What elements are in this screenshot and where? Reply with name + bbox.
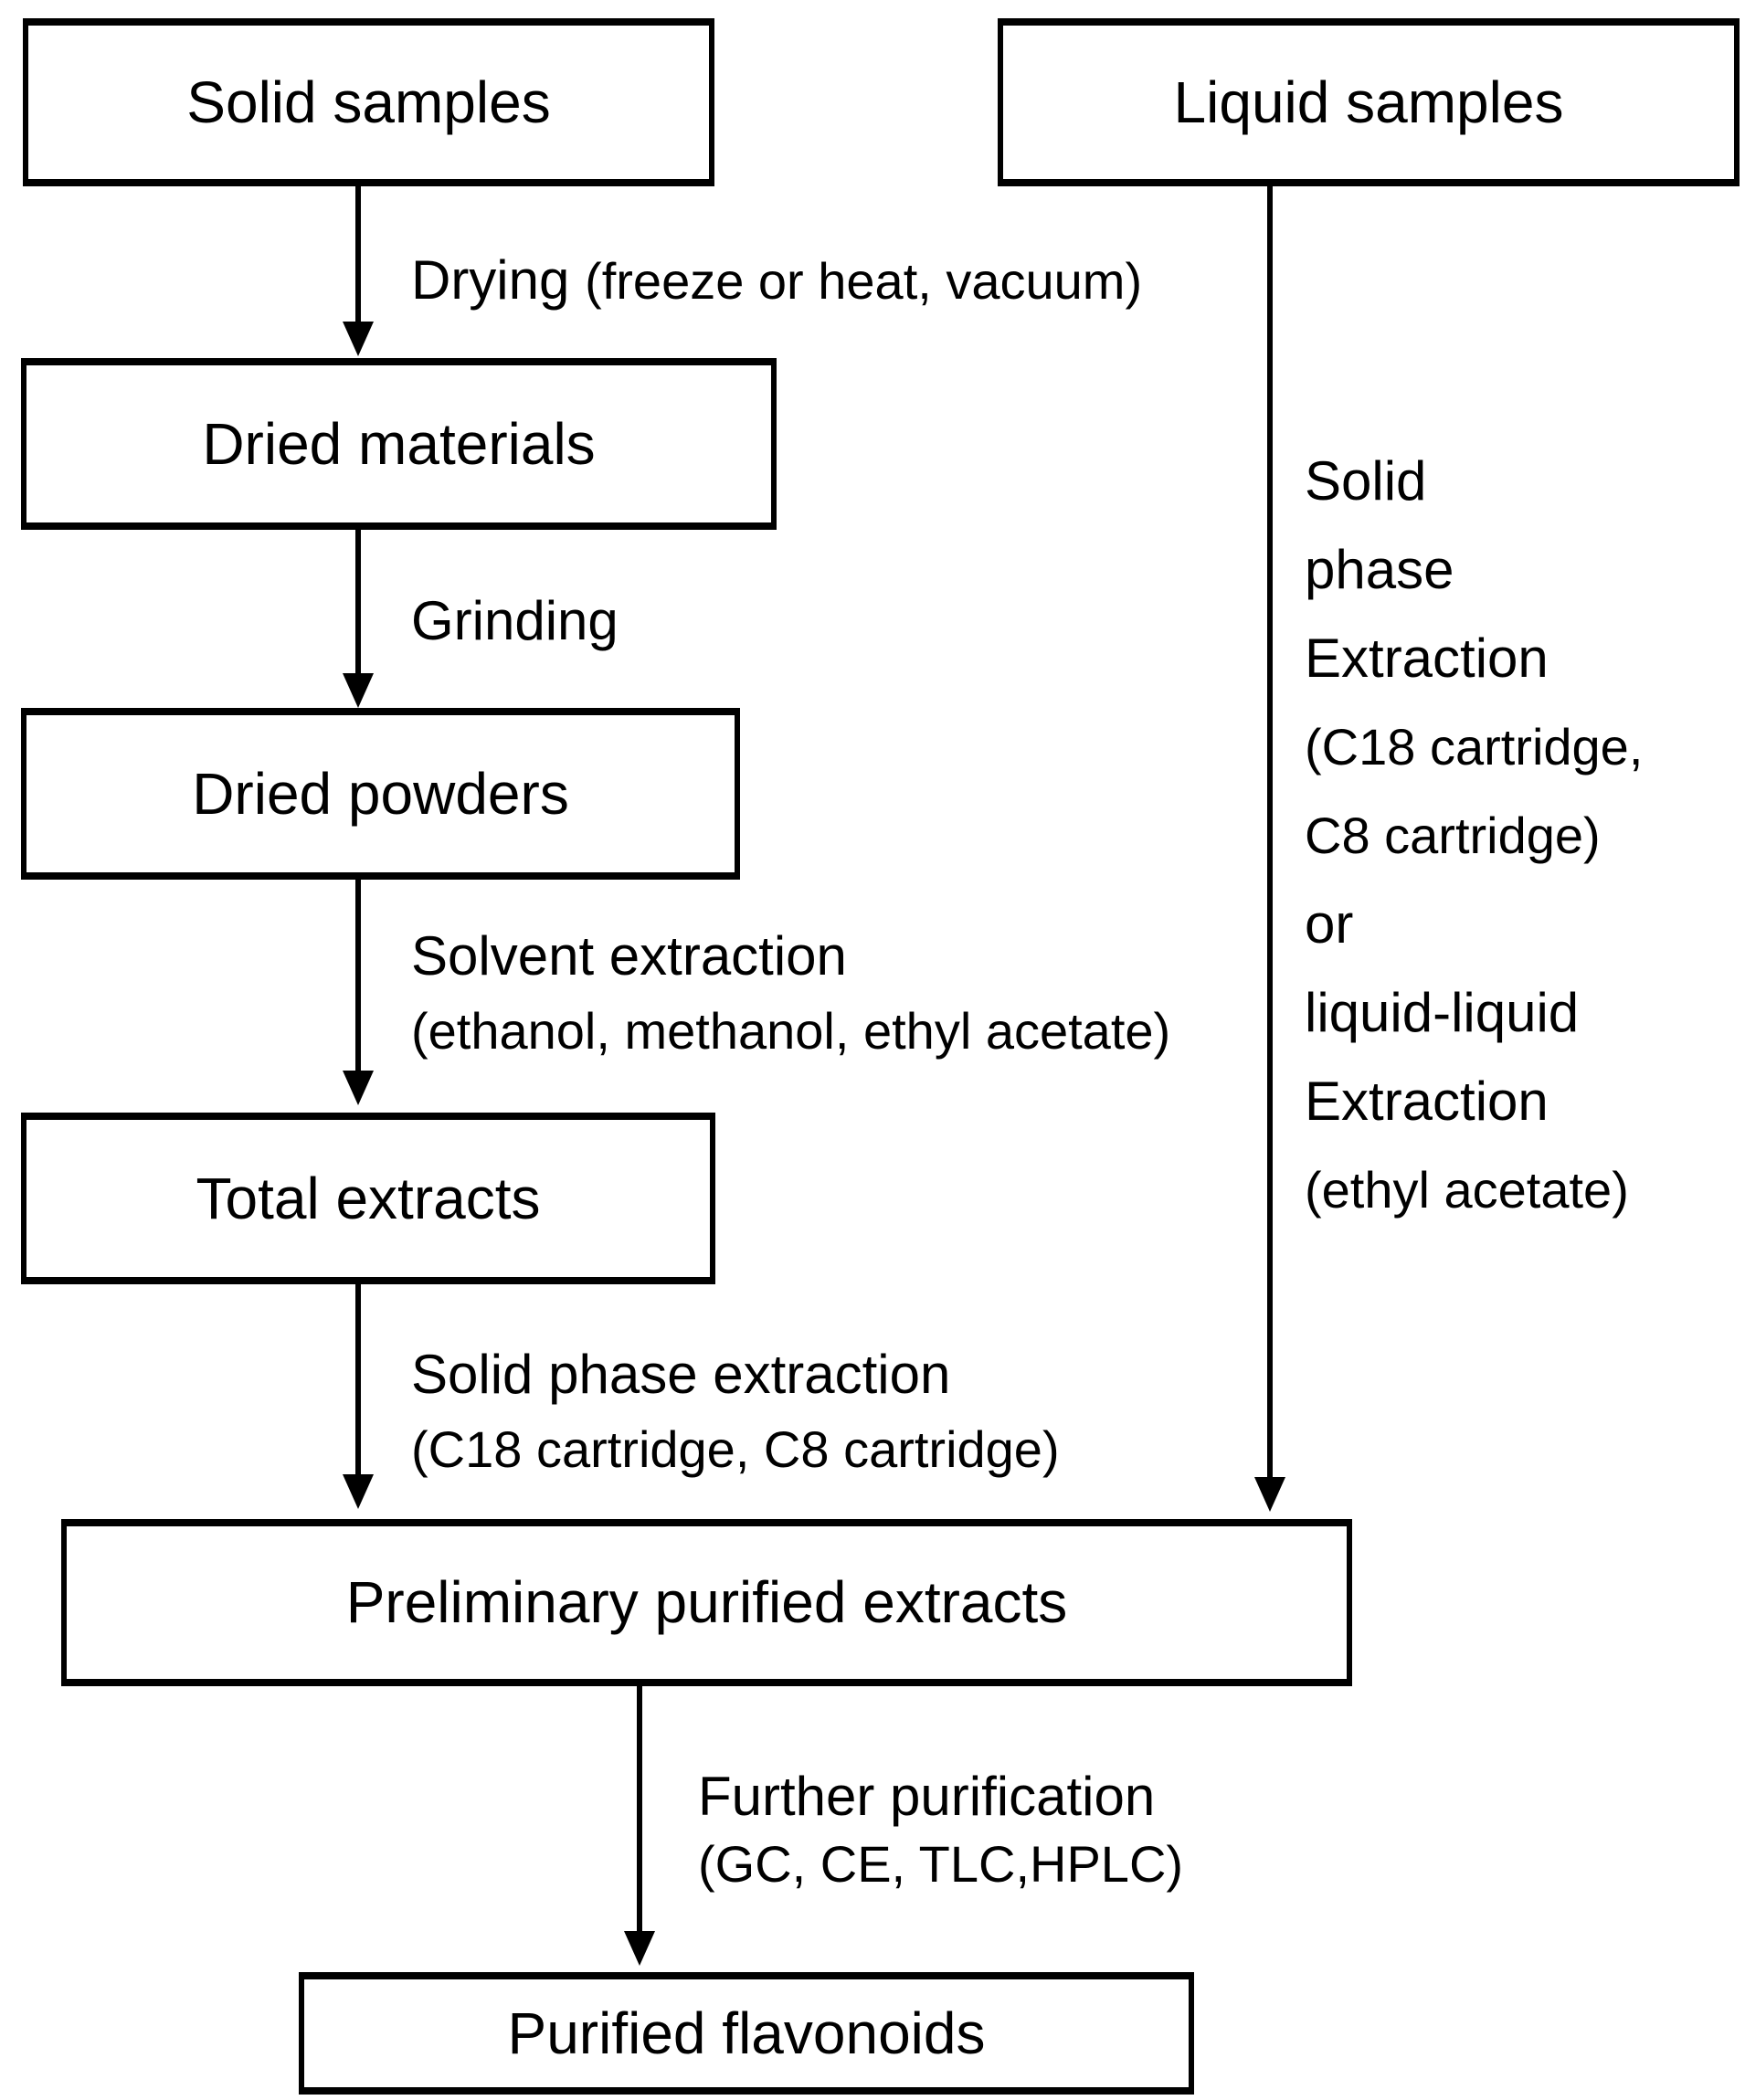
label-grinding-main: Grinding: [411, 590, 619, 651]
box-preliminary-purified-extracts-label: Preliminary purified extracts: [345, 1569, 1068, 1636]
label-solid-phase-extraction-main: Solid phase extraction: [411, 1344, 951, 1405]
arrow-shaft: [355, 880, 361, 1071]
label-liquid-path-line-9: (ethyl acetate): [1305, 1161, 1629, 1219]
label-liquid-path-line-2: phase: [1305, 539, 1454, 600]
label-liquid-sample-path: [1305, 437, 1643, 1234]
box-dried-powders: [21, 708, 740, 880]
box-liquid-samples-label: Liquid samples: [1173, 69, 1564, 135]
arrow-solid-phase-extraction: [342, 1284, 375, 1509]
arrowhead-down-icon: [1254, 1477, 1285, 1512]
box-dried-materials-label: Dried materials: [202, 410, 596, 477]
arrowhead-down-icon: [343, 322, 374, 356]
arrow-liquid-sample-path: [1253, 186, 1286, 1512]
label-solvent-extraction-main: Solvent extraction: [411, 925, 847, 987]
arrow-further-purification: [623, 1686, 656, 1966]
arrow-shaft: [637, 1686, 642, 1931]
arrow-shaft: [1267, 186, 1273, 1477]
arrow-shaft: [355, 530, 361, 673]
arrowhead-down-icon: [343, 1071, 374, 1105]
box-total-extracts: [21, 1113, 715, 1284]
label-liquid-path-line-5: C8 cartridge): [1305, 807, 1601, 864]
label-further-purification-main: Further purification: [698, 1766, 1156, 1827]
label-drying-detail: (freeze or heat, vacuum): [585, 252, 1143, 310]
label-drying: [411, 248, 1142, 311]
arrowhead-down-icon: [343, 673, 374, 708]
arrow-shaft: [355, 1284, 361, 1474]
arrowhead-down-icon: [343, 1474, 374, 1509]
box-dried-materials: [21, 358, 777, 530]
label-liquid-path-line-8: Extraction: [1305, 1071, 1549, 1132]
label-liquid-path-line-1: Solid: [1305, 450, 1427, 512]
arrow-drying: [342, 186, 375, 356]
label-liquid-path-line-4: (C18 cartridge,: [1305, 718, 1644, 776]
box-purified-flavonoids-label: Purified flavonoids: [507, 2000, 986, 2066]
label-solid-phase-extraction-detail: (C18 cartridge, C8 cartridge): [411, 1420, 1060, 1478]
label-liquid-path-line-6: or: [1305, 893, 1354, 955]
box-liquid-samples: [998, 18, 1740, 186]
arrow-shaft: [355, 186, 361, 322]
box-solid-samples-label: Solid samples: [186, 69, 551, 135]
box-solid-samples: [23, 18, 714, 186]
label-further-purification-detail: (GC, CE, TLC,HPLC): [698, 1835, 1184, 1893]
box-dried-powders-label: Dried powders: [192, 760, 569, 827]
label-grinding: [411, 589, 619, 652]
label-solvent-extraction: [411, 919, 1170, 1069]
label-further-purification: [698, 1763, 1183, 1898]
label-drying-main: Drying: [411, 249, 570, 311]
label-solvent-extraction-detail: (ethanol, methanol, ethyl acetate): [411, 1002, 1171, 1060]
label-solid-phase-extraction: [411, 1337, 1060, 1487]
arrow-grinding: [342, 530, 375, 708]
box-preliminary-purified-extracts: [61, 1519, 1352, 1686]
arrow-solvent-extraction: [342, 880, 375, 1105]
arrowhead-down-icon: [624, 1931, 655, 1966]
label-liquid-path-line-7: liquid-liquid: [1305, 982, 1580, 1043]
box-purified-flavonoids: [299, 1972, 1194, 2095]
box-total-extracts-label: Total extracts: [196, 1165, 541, 1231]
label-liquid-path-line-3: Extraction: [1305, 628, 1549, 689]
